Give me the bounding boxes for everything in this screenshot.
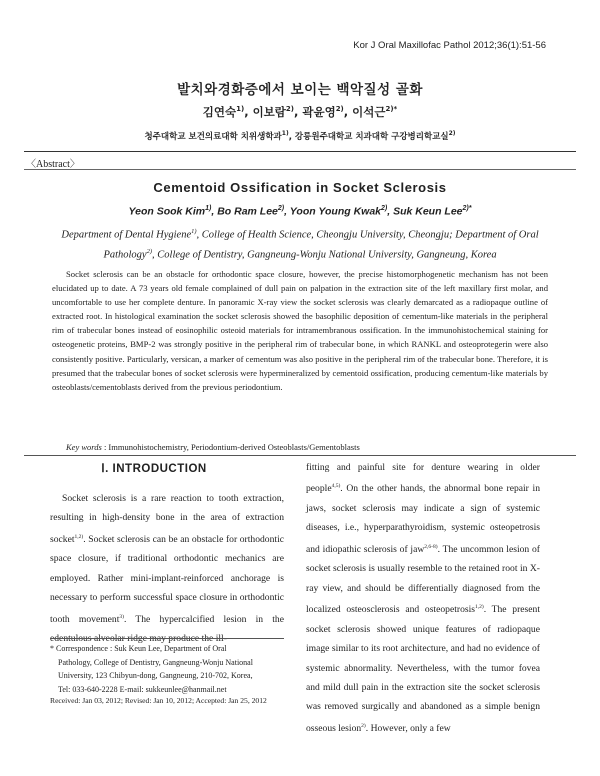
affiliation-text: Department of Dental Hygiene — [61, 229, 192, 241]
korean-affiliation: 청주대학교 보건의료대학 치위생학과$^{1)}$, 강릉원주대학교 치과대학 구강병리학교실$^{2)}$ — [144, 130, 456, 142]
citation: 4,5) — [331, 483, 341, 490]
section-heading: Ⅰ. INTRODUCTION — [101, 463, 207, 475]
body-text: . However, only a few — [365, 723, 451, 735]
korean-authors: 김연숙$^{1)}$, 이보람$^{2)}$, 곽윤영$^{2)}$, 이석근$^{2)*}$ — [202, 105, 398, 119]
affiliation-mark: 1) — [281, 130, 289, 138]
citation: 3) — [119, 613, 124, 620]
affiliation-mark: 2) — [146, 247, 153, 255]
footnote-line: Pathology, College of Dentistry, Gangneung-Wonju National — [58, 657, 253, 667]
body-text: . On the other hands, the abnormal bone repair in jaws, socket sclerosis may indicate a sign of systemic diseases, i.e., hyperparathyroidism, systemic osteopetrosis and idiopathic sclerosis of jaw — [306, 483, 540, 555]
korean-title: 발치와경화증에서 보이는 백악질성 골화 — [177, 82, 423, 98]
affiliation-text: , College of Health Science, Cheongju University, Cheongju; Department of Oral Pathology — [103, 229, 539, 260]
body-text: . The uncommon lesion of socket sclerosis is usually resemble to the retained root in X-ray view, and should be differentially diagnosed from the localized osteosclerosis and osteopetrosis — [306, 544, 540, 616]
citation: 1,2) — [475, 604, 484, 611]
body-text: fitting and painful site for denture wearing in older people — [306, 462, 540, 495]
author-affil-mark: 2) — [285, 105, 294, 114]
body-text: . The hypercalcified lesion in the edentulous alveolar ridge may produce the ill- — [50, 613, 284, 645]
keywords — [66, 442, 360, 452]
intro-right-column — [306, 458, 540, 738]
author-affil-mark: 2) — [277, 205, 285, 212]
correspondence-footnote — [50, 642, 284, 696]
author-affil-mark: 1) — [205, 205, 212, 212]
abstract-divider — [24, 169, 576, 170]
keywords-label: Key words — [66, 442, 102, 452]
affiliation-text: 강릉원주대학교 치과대학 구강병리학교실 — [294, 132, 449, 142]
footnote-line: University, 123 Chibyun-dong, Gangneung, 210-702, Korea, — [58, 671, 253, 680]
keywords-divider — [24, 455, 576, 456]
footnote-line: Tel: 033-640-2228 E-mail: sukkeunlee@hanmail.net — [58, 684, 227, 694]
affiliation-text: , College of Dentistry, Gangneung-Wonju National University, Gangneung, Korea — [152, 249, 497, 260]
english-title: Cementoid Ossification in Socket Sclerosis — [153, 180, 447, 195]
author-name: 이보람 — [252, 105, 286, 119]
author-name: Yoon Young Kwak — [289, 205, 381, 218]
abstract-body: Socket sclerosis can be an obstacle for orthodontic space closure, however, the precise histomorphogenetic mechanism has not been elucidated up to date. A 73 years old female complained of dull pain on palpation in the extraction site of the left maxillary first molar, and uncomfortable to use her complete denture. In panoramic X-ray view the socket sclerosis was clearly demarcated as a radiopaque outline of extracted root. In histological examination the socket sclerosis showed the basophilic deposition of cementum-like materials in the peripheral rim of trabecular bones instead of eosinophilic osteoid materials for intramembranous ossification. In the immunohistochemical staining for osteogenetic proteins, BMP-2 was strongly positive in the peripheral rim of trabecular bone, in which RANKL and osteoprotegerin were also consistently positive. Particularly, versican, a marker of cementum was also positive in the peripheral rim of the trabecular bone. Therefore, it is presumed that the trabecular bones of socket sclerosis were hypermineralized by cementoid ossification, producing cementum-like materials by osteoblasts/cementoblasts derived from the previous periodontium. — [52, 269, 548, 392]
author-name: 이석근 — [352, 105, 386, 119]
author-affil-mark: 2) — [335, 105, 344, 114]
body-text: Socket sclerosis is a rare reaction to tooth extraction, resulting in high-density bone in the area of extraction socket — [50, 493, 284, 545]
footnote-line: * Correspondence : Suk Keun Lee, Department of Oral — [50, 644, 227, 653]
received-dates: Received: Jan 03, 2012; Revised: Jan 10, 2012; Accepted: Jan 25, 2012 — [50, 696, 267, 705]
abstract-label: 〈Abstract〉 — [26, 159, 80, 170]
journal-citation: Kor J Oral Maxillofac Pathol 2012;36(1):51-56 — [353, 40, 546, 51]
author-affil-mark: 2)* — [462, 205, 472, 212]
body-text: . The present socket sclerosis showed unique features of radiopaque image similar to its root architecture, and had no evidence of systemic abnormality. Nevertheless, with the tumor fovea and mild dull pain in the extraction site the socket sclerosis was removed surgically and abandoned as a simple benign osseous lesion — [306, 604, 540, 735]
english-affiliation — [50, 224, 550, 263]
english-authors: Yeon Sook Kim$^{1)}$, Bo Ram Lee$^{2)}$, Yoon Young Kwak$^{2)}$, Suk Keun Lee$^{2)*}$ — [128, 205, 472, 218]
citation: 1,2) — [74, 533, 84, 540]
author-name: 곽윤영 — [302, 105, 336, 119]
affiliation-mark: 1) — [191, 228, 197, 235]
top-divider — [24, 151, 576, 152]
citation: 2) — [361, 722, 366, 729]
author-name: Bo Ram Lee — [217, 205, 278, 218]
affiliation-text: 청주대학교 보건의료대학 치위생학과 — [144, 132, 282, 142]
author-name: Suk Keun Lee — [393, 205, 463, 218]
author-affil-mark: 1) — [236, 105, 245, 114]
author-name: 김연숙 — [202, 105, 237, 119]
keywords-text: : Immunohistochemistry, Periodontium-derived Osteoblasts/Gementoblasts — [103, 442, 360, 452]
author-name: Yeon Sook Kim — [128, 205, 206, 218]
author-affil-mark: 2)* — [385, 105, 398, 114]
footnote-divider — [50, 638, 284, 639]
body-text: . Socket sclerosis can be an obstacle for orthodontic space closure, if traditional orthodontic mechanics are employed. Rather mini-implant-reinforced anchorage is necessary to perform successful space closure in orthodontic tooth movement — [50, 534, 284, 625]
affiliation-mark: 2) — [448, 130, 456, 138]
author-affil-mark: 2) — [381, 205, 388, 212]
citation: 2,6-8) — [424, 543, 438, 550]
intro-left-column — [50, 489, 284, 649]
